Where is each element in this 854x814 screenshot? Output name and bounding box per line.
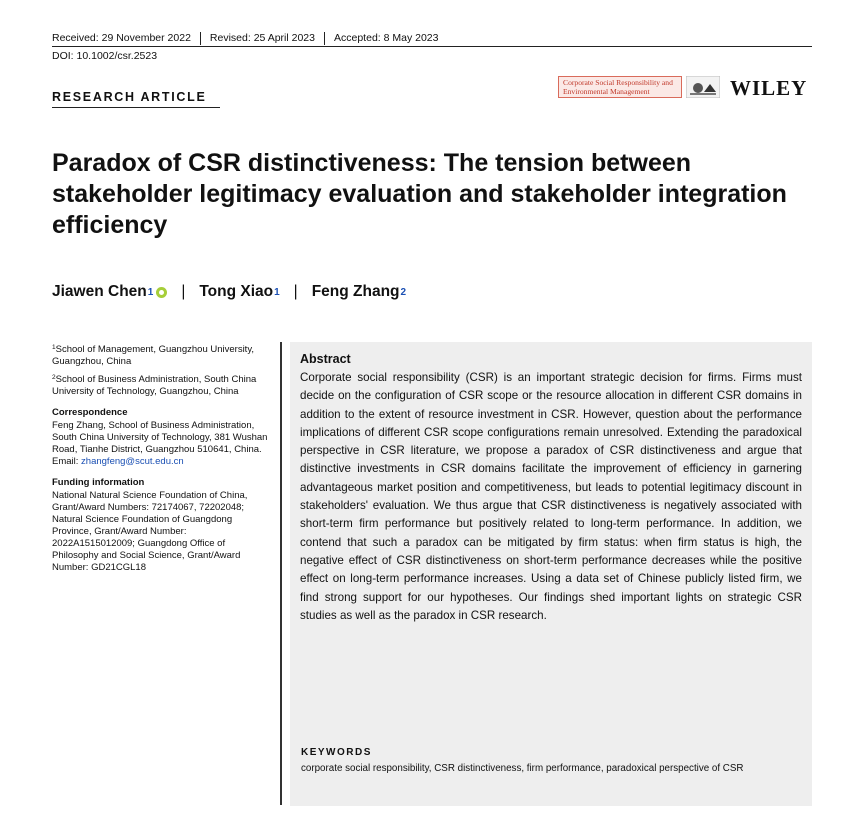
journal-logo[interactable] [558,75,720,99]
date-divider [324,32,325,45]
correspondence-heading: Correspondence [52,407,128,418]
email-link[interactable]: zhangfeng@scut.edu.cn [81,456,184,467]
orcid-icon[interactable] [156,287,167,298]
author-list [52,283,406,301]
journal-name-line2: Environmental Management [563,86,650,96]
accepted-date: Accepted: 8 May 2023 [334,32,439,44]
author-name[interactable]: Tong Xiao [199,283,274,300]
article-type-underline [52,107,220,108]
column-divider [280,342,282,805]
abstract-text: Corporate social responsibility (CSR) is an important strategic decision for firms. Firms must decide on the configuration of CSR scope or the resource allocation in different CSR domains in addition to the extent of resource investment in CSR. However, question about the performance implications of different CSR scope configurations remain unresolved. Extending the paradoxical perspective in CSR literature, we propose a paradox of CSR distinctiveness and argue that distinctive investments in CSR domains facilitate the improvement of efficiency in garnering advantageous market position and competitiveness, but leads to potential legitimacy discount in stakeholders' evaluation. We thus argue that CSR distinctiveness is negatively associated with short-term firm performance but positively related to long-term performance. In addition, we contend that such a paradox can be mitigated by firm status: when firm status is high, the negative effect of CSR distinctiveness on short-term performance decreases while the positive effect on long-term performance increases. Using a data set of Chinese publicly listed firm, we find strong support for our hypotheses. Our findings shed important lights on strategic CSR studies as well as the paradox in CSR research. [300,371,802,622]
funding-text: National Natural Science Foundation of China, Grant/Award Numbers: 72174067, 72202048; Natural Science Foundation of Guangdong Province, Grant/Award Number: 2022A1515012009; Guangdong Office of Philosophy and Social Science, Grant/Award Number: GD21CGL18 [52,490,248,573]
affiliation: $^1$School of Management, Guangzhou University, Guangzhou, China [52,344,255,367]
article-info-sidebar [52,342,272,578]
correspondence-text: Feng Zhang, School of Business Administration, South China University of Technology, 381 Wushan Road, Tianhe District, Guangzhou 510641, China. Email: zhangfeng@scut.edu.cn [52,420,268,467]
affiliation: $^2$School of Business Administration, South China University of Technology, Guangzhou, China [52,374,257,397]
email-label: Email: [52,456,79,467]
journal-name-box [558,76,682,98]
date-divider [200,32,201,45]
journal-cover-icon [686,76,720,98]
abstract-heading: Abstract [300,352,351,366]
author-name[interactable]: Jiawen Chen [52,283,147,300]
keywords-text: corporate social responsibility, CSR distinctiveness, firm performance, paradoxical perspective of CSR [301,763,744,774]
header-rule [52,46,812,47]
author-name[interactable]: Feng Zhang [311,283,400,300]
article-title: Paradox of CSR distinctiveness: The tension between stakeholder legitimacy evaluation and stakeholder integration efficiency [52,149,787,239]
author-separator: | [181,283,186,300]
article-type: RESEARCH ARTICLE [52,90,207,104]
received-date: Received: 29 November 2022 [52,32,191,44]
keywords-heading: KEYWORDS [301,747,372,758]
publisher-logo[interactable]: WILEY [730,76,808,100]
revised-date: Revised: 25 April 2023 [209,32,315,44]
funding-heading: Funding information [52,477,145,488]
author-affiliation-ref[interactable]: 2 [400,286,407,298]
author-affiliation-ref[interactable]: 1 [274,286,280,298]
doi[interactable]: DOI: 10.1002/csr.2523 [52,50,158,62]
journal-name-line1: Corporate Social Responsibility and [563,78,673,87]
publication-dates [52,31,812,45]
abstract-box [290,342,812,806]
author-separator: | [293,283,298,300]
author-affiliation-ref[interactable]: 1 [147,286,154,298]
